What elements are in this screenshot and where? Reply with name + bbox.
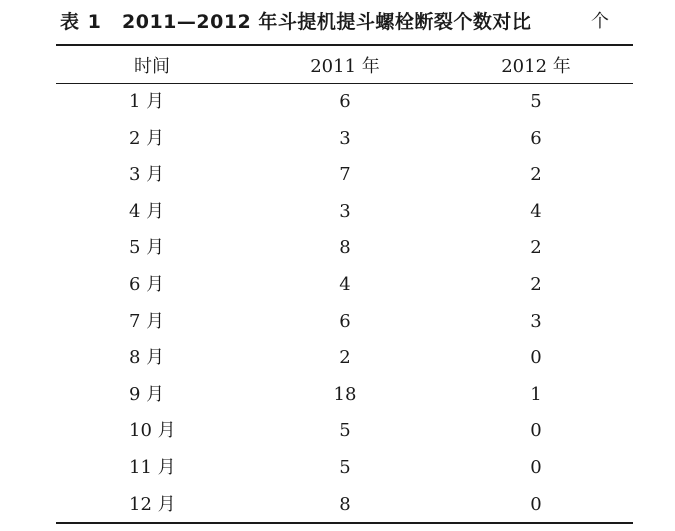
cell-month: 7 月 [129,310,165,332]
table-row [56,164,633,200]
table-top-rule [56,44,633,46]
cell-month: 3 月 [129,164,165,186]
table-row [56,274,633,310]
table-caption [0,7,675,35]
cell-month: 2 月 [129,127,165,149]
cell-month: 5 月 [129,237,165,259]
table-bottom-rule [56,522,633,524]
header-2011: 2011 年 [310,56,380,77]
cell-2012: 6 [530,127,542,149]
cell-2011: 7 [339,164,351,186]
table-title: 2011—2012 年斗提机提斗螺栓断裂个数对比 [122,11,532,33]
cell-month: 6 月 [129,274,165,295]
table-row [56,128,633,164]
cell-2011: 6 [339,91,351,112]
cell-month: 11 月 [129,457,176,478]
cell-2012: 0 [530,457,542,478]
cell-2011: 5 [339,420,351,442]
cell-2011: 6 [339,310,351,332]
table-row [56,237,633,273]
cell-2011: 18 [333,383,357,405]
table-row [56,311,633,347]
cell-month: 8 月 [129,347,165,369]
cell-month: 4 月 [129,200,165,222]
cell-2011: 3 [339,200,351,222]
table-row [56,457,633,493]
cell-2012: 0 [530,493,542,515]
cell-2012: 0 [530,347,542,369]
cell-month: 10 月 [129,420,176,442]
header-2012: 2012 年 [501,56,571,77]
cell-2011: 5 [339,457,351,478]
table-row [56,91,633,127]
table-unit: 个 [591,11,609,32]
table-row [56,201,633,237]
cell-2012: 5 [530,91,542,112]
cell-2011: 3 [339,127,351,149]
cell-2011: 2 [339,347,351,369]
table-row [56,347,633,383]
cell-2012: 2 [530,164,542,186]
table-row [56,494,633,530]
cell-2012: 2 [530,274,542,295]
header-time: 时间 [134,56,170,77]
cell-2012: 3 [530,310,542,332]
cell-2012: 1 [530,383,542,405]
cell-2011: 4 [339,274,351,295]
cell-month: 12 月 [129,493,176,515]
cell-2012: 0 [530,420,542,442]
cell-2011: 8 [339,493,351,515]
cell-2012: 4 [530,200,542,222]
table-row [56,384,633,420]
table-header-rule [56,83,633,84]
table-row [56,420,633,456]
cell-2012: 2 [530,237,542,259]
table-label: 表 1 [60,11,102,33]
cell-month: 9 月 [129,383,165,405]
cell-2011: 8 [339,237,351,259]
cell-month: 1 月 [129,91,165,112]
